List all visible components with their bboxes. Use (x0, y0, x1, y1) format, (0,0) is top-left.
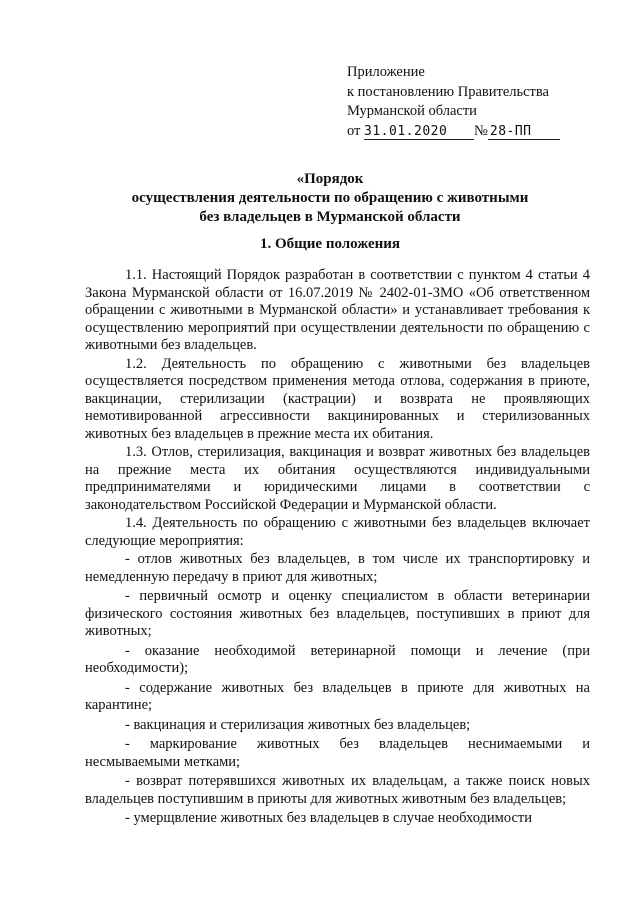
list-item: - умерщвление животных без владельцев в случае необходимости (125, 810, 532, 826)
list-item: - вакцинация и стерилизация животных без владельцев; (125, 716, 471, 733)
appendix-line-3: Мурманской области (347, 103, 477, 119)
title-line-2: осуществления деятельности по обращению с животными (131, 190, 529, 206)
date-underline (364, 124, 474, 140)
paragraph-1-2: 1.2. Деятельность по обращению с животными без владельцев осуществляется посредством применения метода отлова, содержания в приюте, вакцинации, стерилизации (кастрации) и возврата не проявляющих немотивированной агрессивности вакцинированных и стерилизованных животных без владельцев в прежние места их обитания. (85, 355, 590, 442)
decree-date: 31.01.2020 (364, 123, 448, 139)
title-line-1: «Порядок (296, 171, 364, 187)
list-item: - оказание необходимой ветеринарной помощи и лечение (при необходимости); (85, 642, 590, 676)
paragraph-1-3: 1.3. Отлов, стерилизация, вакцинация и возврат животных без владельцев на прежние места их обитания осуществляются индивидуальными предпринимателями и юридическими лицами в соответствии с законодательством Российской Федерации и Мурманской области. (85, 444, 590, 513)
section-heading: 1. Общие положения (259, 236, 401, 252)
document-body (85, 267, 590, 830)
list-item: - первичный осмотр и оценку специалистом в области ветеринарии физического состояния животных без владельцев, поступивших в приют для животных; (85, 588, 590, 639)
from-label: от (347, 122, 361, 139)
list-item: - отлов животных без владельцев, в том числе их транспортировку и немедленную передачу в приют для животных; (85, 551, 590, 585)
list-item: - содержание животных без владельцев в приюте для животных на карантине; (85, 679, 590, 713)
appendix-line-1: Приложение (347, 64, 425, 80)
list-item: - маркирование животных без владельцев неснимаемыми и несмываемыми метками; (85, 736, 590, 770)
title-line-3: без владельцев в Мурманской области (199, 209, 461, 225)
decree-number: 28-ПП (489, 123, 532, 139)
appendix-header (347, 63, 560, 141)
paragraph-1-1: 1.1. Настоящий Порядок разработан в соответствии с пунктом 4 статьи 4 Закона Мурманской области от 16.07.2019 № 2402-01-ЗМО «Об ответственном обращении с животными в Мурманской области» и устанавливает требования к осуществлению мероприятий при осуществлении деятельности по обращению с животными без владельцев. (85, 267, 590, 353)
list-item: - возврат потерявшихся животных их владельцам, а также поиск новых владельцев поступившим в приюты для животных животным без владельцев; (85, 773, 590, 807)
document-title (60, 170, 600, 227)
number-underline (488, 124, 560, 140)
paragraph-1-4: 1.4. Деятельность по обращению с животными без владельцев включает следующие мероприятия: (85, 515, 590, 549)
number-label: № (474, 122, 488, 139)
appendix-date-line (347, 122, 560, 142)
appendix-line-2: к постановлению Правительства (347, 83, 549, 100)
